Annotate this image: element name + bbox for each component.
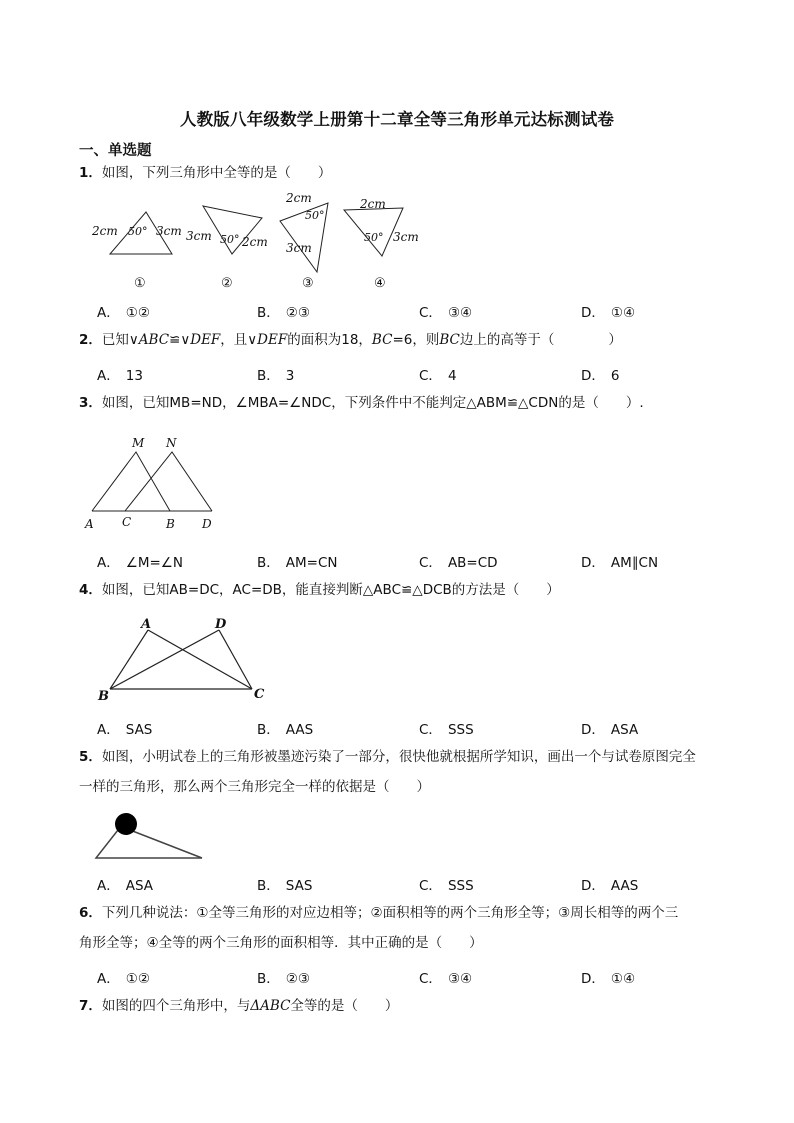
q1-label-3: ③ <box>302 276 314 291</box>
q1-t4-side-a: 2cm <box>360 197 386 211</box>
question-3 <box>79 388 644 418</box>
q6-option-c[interactable] <box>419 967 472 987</box>
option-text: AAS <box>285 722 314 738</box>
question-text-mid: ，且 <box>220 332 248 348</box>
option-letter: B． <box>257 305 280 321</box>
q5-option-c[interactable] <box>419 874 474 894</box>
option-letter: D． <box>581 878 605 894</box>
option-text: ASA <box>125 878 154 894</box>
option-text: AM∥CN <box>610 555 659 571</box>
q1-label-4: ④ <box>374 276 386 291</box>
q1-t4-angle: 50° <box>364 231 384 244</box>
section-heading: 一、单选题 <box>79 143 152 159</box>
question-text-continued: 角形全等；④全等的两个三角形的面积相等．其中正确的是（ ） <box>79 935 483 951</box>
q3-triangle-cdn <box>125 452 212 511</box>
option-letter: D． <box>581 971 605 987</box>
option-text: SAS <box>125 722 153 738</box>
option-text: ①② <box>125 305 150 321</box>
q1-option-a[interactable] <box>97 301 150 321</box>
question-text-eq: =6，则 <box>392 332 440 348</box>
q4-label-a: A <box>141 617 152 632</box>
q1-t1-side-b: 3cm <box>156 224 182 238</box>
q3-option-d[interactable] <box>581 551 658 571</box>
option-text: ③④ <box>447 971 473 987</box>
q4-option-c[interactable] <box>419 718 474 738</box>
triangle-def: ∨DEF <box>180 332 221 348</box>
question-number: 4． <box>79 582 102 598</box>
q5-triangle-visible-sides <box>96 830 202 858</box>
triangle-abc: ∨ABC <box>128 332 170 348</box>
q1-t1-angle: 50° <box>128 225 148 238</box>
q3-label-m: M <box>132 436 145 450</box>
option-letter: C． <box>419 555 442 571</box>
q1-t3-side-b: 3cm <box>286 241 312 255</box>
option-text: 13 <box>125 368 143 384</box>
q3-option-b[interactable] <box>257 551 338 571</box>
question-text: 下列几种说法：①全等三角形的对应边相等；②面积相等的两个三角形全等；③周长相等的两个三 <box>101 905 679 921</box>
option-text: ∠M=∠N <box>125 555 184 571</box>
q5-ink-blot <box>115 813 137 835</box>
q3-label-n: N <box>166 436 177 450</box>
option-letter: C． <box>419 305 442 321</box>
q1-t1-side-a: 2cm <box>92 224 118 238</box>
q4-option-b[interactable] <box>257 718 313 738</box>
question-6-line-2 <box>79 928 483 958</box>
q4-segment-ba <box>110 630 148 689</box>
option-letter: C． <box>419 878 442 894</box>
option-text: 6 <box>610 368 620 384</box>
option-letter: D． <box>581 555 605 571</box>
question-1 <box>79 158 331 188</box>
q5-option-a[interactable] <box>97 874 153 894</box>
option-text: 3 <box>285 368 295 384</box>
q4-option-d[interactable] <box>581 718 638 738</box>
q2-option-d[interactable] <box>581 364 620 384</box>
question-text-mid2: 的面积为18， <box>287 332 372 348</box>
q1-t3-angle: 50° <box>305 209 325 222</box>
q5-option-b[interactable] <box>257 874 312 894</box>
q1-label-2: ② <box>221 276 233 291</box>
option-text: ②③ <box>285 305 310 321</box>
q1-t2-side-a: 3cm <box>186 229 212 243</box>
option-text: AAS <box>610 878 639 894</box>
option-text: ③④ <box>447 305 473 321</box>
q3-label-a: A <box>85 517 94 531</box>
q2-option-c[interactable] <box>419 364 457 384</box>
question-number: 7． <box>79 998 102 1014</box>
question-number: 6． <box>79 905 102 921</box>
option-text: SSS <box>447 878 474 894</box>
option-letter: C． <box>419 722 442 738</box>
option-letter: D． <box>581 722 605 738</box>
option-letter: A． <box>97 971 120 987</box>
option-letter: B． <box>257 368 280 384</box>
option-text: AB=CD <box>447 555 498 571</box>
option-text: 4 <box>447 368 457 384</box>
q2-option-a[interactable] <box>97 364 143 384</box>
q4-option-a[interactable] <box>97 718 152 738</box>
option-letter: C． <box>419 971 442 987</box>
option-text: ②③ <box>285 971 310 987</box>
option-text: AM=CN <box>285 555 338 571</box>
segment-bc-2: BC <box>439 332 460 348</box>
question-number: 1． <box>79 165 102 181</box>
question-text: 如图，已知MB=ND，∠MBA=∠NDC，下列条件中不能判定△ABM≌△CDN的是（ ）. <box>101 395 644 411</box>
option-letter: B． <box>257 722 280 738</box>
question-text-continued: 一样的三角形，那么两个三角形完全一样的依据是（ ） <box>79 779 430 795</box>
q4-label-d: D <box>215 617 227 632</box>
option-text: ①④ <box>610 971 636 987</box>
option-text: SSS <box>447 722 474 738</box>
question-4 <box>79 575 560 605</box>
question-text-post: 全等的是（ ） <box>290 998 399 1014</box>
q3-figure <box>80 432 230 538</box>
question-text: 如图，已知AB=DC，AC=DB，能直接判断△ABC≌△DCB的方法是（ ） <box>101 582 560 598</box>
q2-option-b[interactable] <box>257 364 294 384</box>
q3-label-c: C <box>122 515 132 529</box>
q6-option-b[interactable] <box>257 967 310 987</box>
question-number: 5． <box>79 749 102 765</box>
congruent-symbol: ≌ <box>169 332 181 348</box>
option-text: ①② <box>125 971 150 987</box>
q4-label-b: B <box>98 689 109 704</box>
option-letter: A． <box>97 722 120 738</box>
option-text: ①④ <box>610 305 636 321</box>
q6-option-d[interactable] <box>581 967 635 987</box>
q3-option-a[interactable] <box>97 551 183 571</box>
q5-triangle-side <box>130 830 202 858</box>
q6-option-a[interactable] <box>97 967 150 987</box>
question-7 <box>79 991 398 1021</box>
question-5-line-1 <box>79 742 696 772</box>
q3-label-d: D <box>202 517 212 531</box>
option-text: ASA <box>610 722 639 738</box>
question-text-pre: 如图的四个三角形中，与 <box>101 998 251 1014</box>
option-letter: A． <box>97 555 120 571</box>
triangle-abc: ΔABC <box>250 998 291 1014</box>
q1-t2-side-b: 2cm <box>242 235 268 249</box>
option-letter: A． <box>97 368 120 384</box>
question-number: 2． <box>79 332 102 348</box>
q1-t2-angle: 50° <box>220 233 240 246</box>
q1-option-c[interactable] <box>419 301 472 321</box>
q1-t4-side-b: 3cm <box>393 230 419 244</box>
question-2 <box>79 325 622 355</box>
q1-t3-side-a: 2cm <box>286 191 312 205</box>
option-letter: A． <box>97 305 120 321</box>
paper-title: 人教版八年级数学上册第十二章全等三角形单元达标测试卷 <box>179 110 615 129</box>
option-letter: B． <box>257 878 280 894</box>
segment-bc: BC <box>371 332 393 348</box>
option-letter: D． <box>581 368 605 384</box>
option-letter: C． <box>419 368 442 384</box>
option-text: SAS <box>285 878 313 894</box>
q1-option-d[interactable] <box>581 301 635 321</box>
question-text-pre: 已知 <box>101 332 129 348</box>
question-number: 3． <box>79 395 102 411</box>
q1-figure <box>90 188 430 293</box>
option-letter: B． <box>257 555 280 571</box>
question-text-post: 边上的高等于（ ） <box>459 332 622 348</box>
q4-label-c: C <box>254 687 265 702</box>
q3-triangle-abm <box>92 452 170 511</box>
q4-figure <box>92 612 272 704</box>
triangle-def-2: ∨DEF <box>247 332 288 348</box>
question-text: 如图，小明试卷上的三角形被墨迹污染了一部分，很快他就根据所学知识，画出一个与试卷原图完全 <box>101 749 696 765</box>
question-6-line-1 <box>79 898 678 928</box>
q1-label-1: ① <box>134 276 146 291</box>
q1-option-b[interactable] <box>257 301 310 321</box>
question-text: 如图，下列三角形中全等的是（ ） <box>101 165 332 181</box>
q5-figure <box>90 808 210 864</box>
q3-option-c[interactable] <box>419 551 498 571</box>
q5-option-d[interactable] <box>581 874 638 894</box>
option-letter: A． <box>97 878 120 894</box>
question-5-line-2 <box>79 772 430 802</box>
option-letter: B． <box>257 971 280 987</box>
option-letter: D． <box>581 305 605 321</box>
q3-label-b: B <box>166 517 175 531</box>
